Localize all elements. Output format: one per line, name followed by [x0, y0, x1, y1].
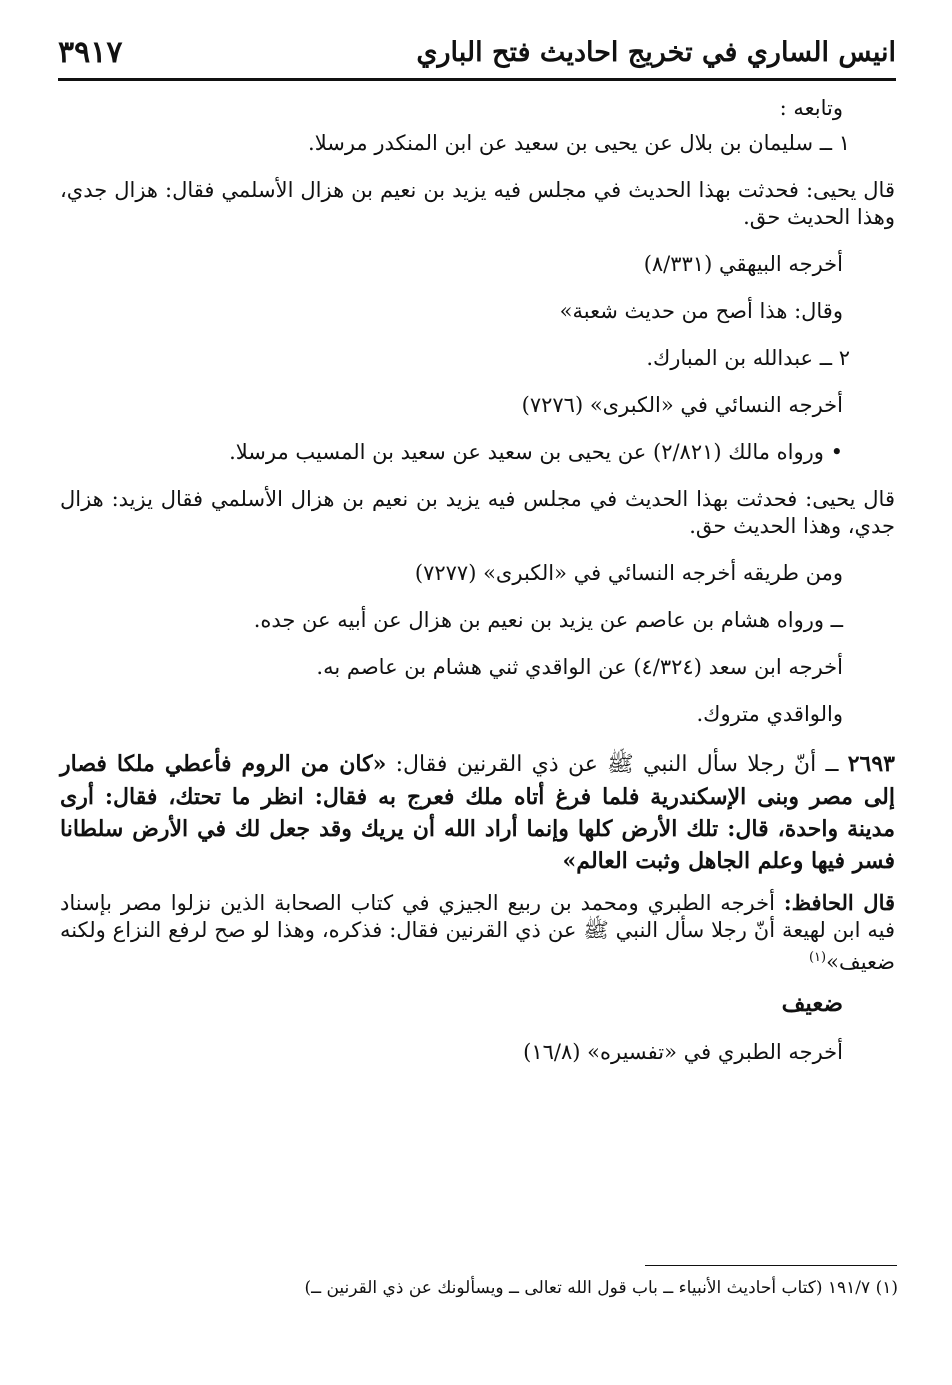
- page-header: [58, 30, 896, 74]
- paragraph: والواقدي متروك.: [696, 702, 843, 726]
- page-number: ٣٩١٧: [58, 34, 123, 70]
- paragraph: [60, 177, 895, 231]
- hadith-text: «كان من الروم فأعطي ملكا فصار إلى مصر وبنى الإسكندرية فلما فرغ أتاه ملك فعرج به فقال: انظر ما تحتك، فقال: أرى مدينة واحدة، قال: تلك الأرض كلها وإنما أراد الله أن يريك وقد جعل لك في الأرض سلطانا فسر فيها وعلم الجاهل وثبت العالم»: [60, 751, 895, 874]
- paragraph: ــ ورواه هشام بن عاصم عن يزيد بن نعيم بن هزال عن أبيه عن جده.: [253, 608, 843, 632]
- footnote-rule: [645, 1265, 897, 1266]
- paragraph: ومن طريقه أخرجه النسائي في «الكبرى» (٧٢٧٧): [414, 561, 843, 585]
- quoted-text: قال يحيى: فحدثت بهذا الحديث في مجلس فيه يزيد بن نعيم بن هزال الأسلمي فقال: هزال جدي، وهذا الحديث حق.: [60, 178, 895, 229]
- grade-heading: ضعيف: [781, 990, 843, 1017]
- numbered-item: ٢ ــ عبدالله بن المبارك.: [646, 346, 850, 370]
- hadith-block: [60, 748, 895, 877]
- paragraph: وقال: هذا أصح من حديث شعبة»: [559, 299, 843, 323]
- paragraph: أخرجه النسائي في «الكبرى» (٧٢٧٦): [521, 393, 843, 417]
- paragraph: أخرجه البيهقي (٨/٣٣١): [643, 252, 843, 276]
- footnote: (١) ١٩١/٧ (كتاب أحاديث الأنبياء ــ باب قول الله تعالى ــ ويسألونك عن ذي القرنين ــ): [304, 1278, 898, 1298]
- hafiz-label: قال الحافظ:: [783, 890, 895, 915]
- hadith-intro: ــ أنّ رجلا سأل النبي ﷺ عن ذي القرنين فقال:: [386, 752, 848, 777]
- numbered-item: ١ ــ سليمان بن بلال عن يحيى بن سعيد عن ابن المنكدر مرسلا.: [308, 131, 850, 155]
- paragraph: وتابعه :: [779, 96, 843, 120]
- running-title: انيس الساري في تخريج احاديث فتح الباري: [416, 36, 896, 68]
- hafiz-text: أخرجه الطبري ومحمد بن ربيع الجيزي في كتاب الصحابة الذين نزلوا مصر بإسناد فيه ابن لهيعة أنّ رجلا سأل النبي ﷺ عن ذي القرنين فقال: فذكره، وهذا لو صح لرفع النزاع ولكنه ضعيف»: [60, 891, 895, 974]
- hadith-number: ٢٦٩٣: [847, 751, 895, 777]
- header-rule: [58, 78, 896, 81]
- hafiz-paragraph: [60, 889, 895, 976]
- footnote-ref: (١): [808, 950, 827, 965]
- paragraph: أخرجه الطبري في «تفسيره» (١٦/٨): [523, 1040, 843, 1064]
- paragraph: أخرجه ابن سعد (٤/٣٢٤) عن الواقدي ثني هشام بن عاصم به.: [316, 655, 843, 679]
- main-text: [60, 95, 895, 1086]
- paragraph: قال يحيى: فحدثت بهذا الحديث في مجلس فيه يزيد بن نعيم بن هزال الأسلمي فقال يزيد: هزال جدي، وهذا الحديث حق.: [60, 487, 895, 538]
- bullet-paragraph: • ورواه مالك (٢/٨٢١) عن يحيى بن سعيد عن سعيد بن المسيب مرسلا.: [229, 440, 843, 464]
